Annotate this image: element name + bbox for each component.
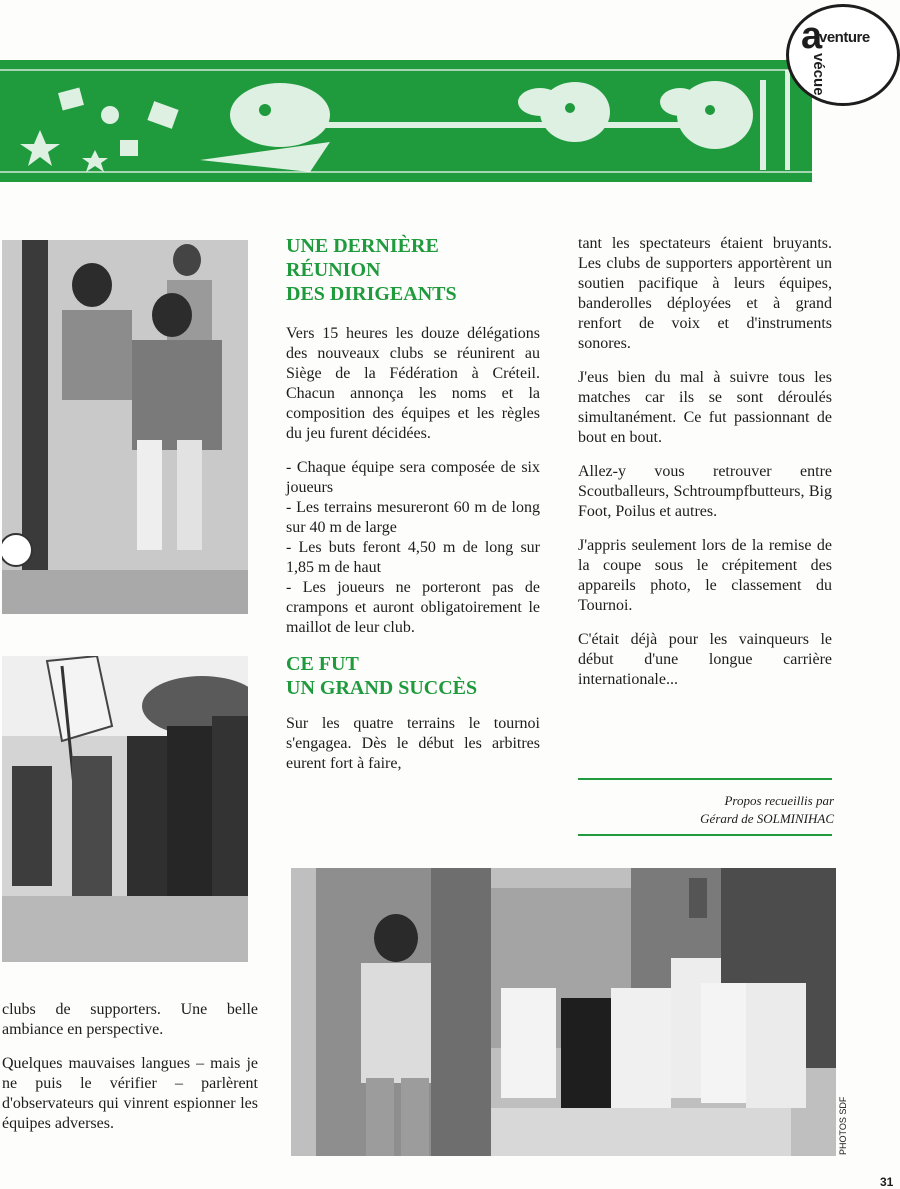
- credit-author: Gérard de SOLMINIHAC: [700, 811, 834, 826]
- paragraph: C'était déjà pour les vainqueurs le début d'une longue carrière internationale...: [578, 631, 832, 688]
- badge-word-vecue: vécue: [810, 53, 827, 96]
- section-badge: [786, 4, 900, 106]
- badge-letter: a: [801, 15, 823, 57]
- rule-item: - Les buts feront 4,50 m de long sur 1,85 m de haut: [286, 539, 540, 576]
- photo-credit: PHOTOS SDF: [838, 1096, 848, 1155]
- paragraph: Quelques mauvaises langues – mais je ne puis le vérifier – parlèrent d'observateurs qui vinrent espionner les équipes adverses.: [2, 1055, 258, 1132]
- photo-winning-team: [291, 868, 836, 1156]
- heading-line: UNE DERNIÈRE: [286, 235, 439, 257]
- rule-item: - Les joueurs ne porteront pas de crampons et auront obligatoirement le maillot de leur club.: [286, 579, 540, 636]
- author-credit: [580, 792, 834, 828]
- credit-rule-bottom: [578, 834, 832, 836]
- heading-line: RÉUNION: [286, 259, 381, 281]
- heading-line: DES DIRIGEANTS: [286, 283, 457, 305]
- page-number: 31: [880, 1175, 894, 1189]
- header-banner-illustration: [0, 60, 812, 182]
- paragraph: Vers 15 heures les douze délégations des nouveaux clubs se réunirent au Siège de la Fédération à Créteil. Chacun annonça les noms et la composition des équipes et les règles du jeu furent décidées.: [286, 325, 540, 442]
- credit-line: Propos recueillis par: [724, 793, 834, 808]
- rule-item: - Chaque équipe sera composée de six joueurs: [286, 459, 540, 496]
- paragraph: J'eus bien du mal à suivre tous les matches car ils se sont déroulés simultanément. Ce fut passionnant de bout en bout.: [578, 369, 832, 446]
- heading-grand-succes: [286, 652, 540, 700]
- article-column-3: [578, 234, 832, 704]
- badge-word-venture: venture: [819, 29, 870, 46]
- paragraph: Allez-y vous retrouver entre Scoutballeurs, Schtroumpfbutteurs, Big Foot, Poilus et autres.: [578, 463, 832, 520]
- heading-line: UN GRAND SUCCÈS: [286, 677, 478, 699]
- paragraph: J'appris seulement lors de la remise de la coupe sous le crépitement des appareils photo, le classement du Tournoi.: [578, 537, 832, 614]
- paragraph: Sur les quatre terrains le tournoi s'engagea. Dès le début les arbitres eurent fort à faire,: [286, 715, 540, 772]
- article-column-2: [286, 234, 540, 788]
- article-bottom-left: [2, 1000, 258, 1148]
- credit-rule-top: [578, 778, 832, 780]
- heading-line: CE FUT: [286, 653, 359, 675]
- rule-item: - Les terrains mesureront 60 m de long sur 40 m de large: [286, 499, 540, 536]
- photo-football-players: [2, 240, 248, 614]
- paragraph: clubs de supporters. Une belle ambiance en perspective.: [2, 1001, 258, 1038]
- heading-derniere-reunion: [286, 234, 540, 306]
- photo-supporters-crowd: [2, 656, 248, 962]
- paragraph: tant les spectateurs étaient bruyants. Les clubs de supporters apportèrent un soutien pacifique à leurs équipes, banderolles déployées et à grand renfort de voix et d'instruments sonores.: [578, 235, 832, 352]
